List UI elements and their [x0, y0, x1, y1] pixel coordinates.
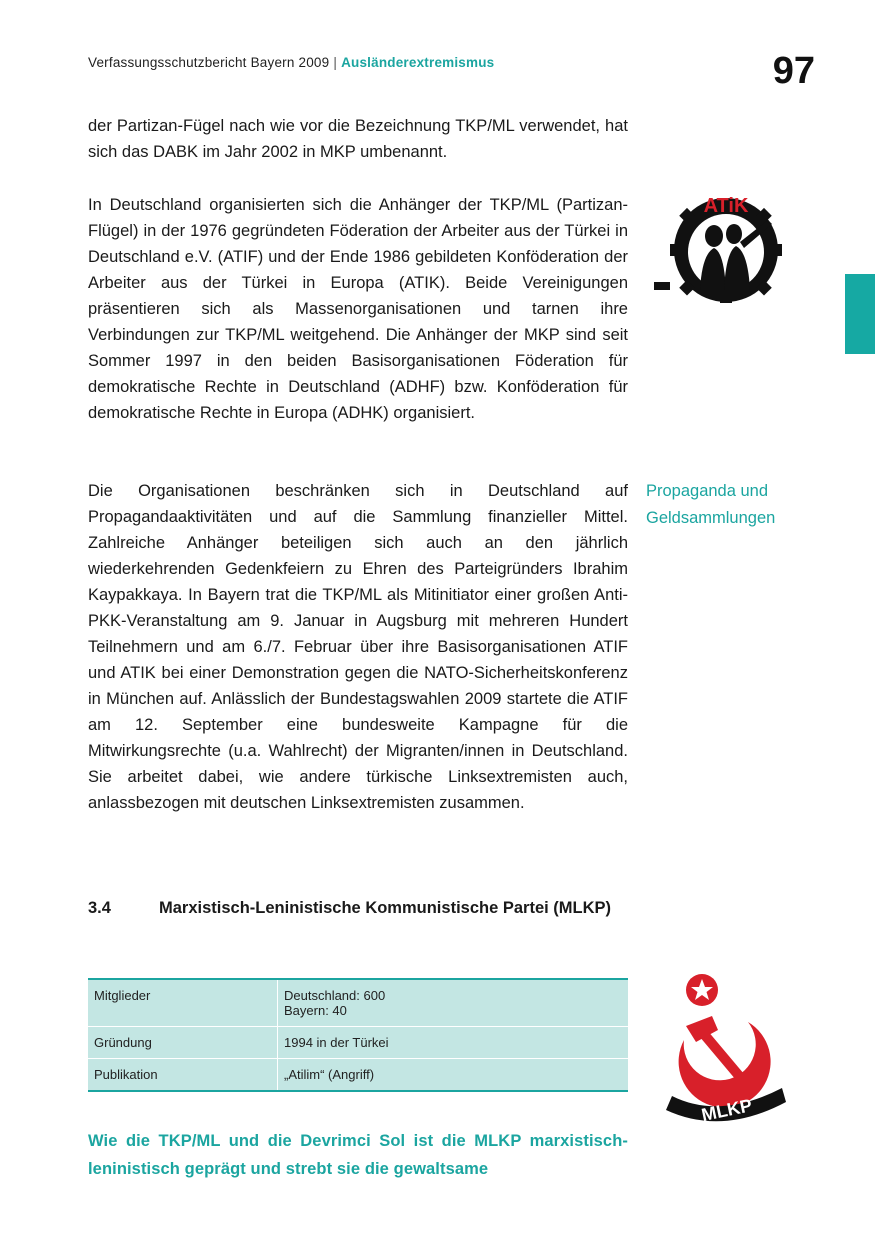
publication-title: Verfassungsschutzbericht Bayern 2009 — [88, 55, 330, 70]
atik-logo-text: ATiK — [703, 195, 749, 217]
header-separator: | — [333, 55, 338, 70]
mlkp-logo-text: MLKP — [699, 1095, 754, 1126]
value-line: 1994 in der Türkei — [284, 1035, 389, 1050]
paragraph-1: der Partizan-Fügel nach wie vor die Bezeichnung TKP/ML verwendet, hat sich das DABK im Jahr 2002 in MKP umbenannt. — [88, 117, 628, 161]
value-line: Deutschland: 600 — [284, 988, 386, 1003]
running-header — [88, 55, 494, 70]
value-line: „Atilim“ (Angriff) — [284, 1067, 375, 1082]
row-label: Publikation — [88, 1059, 278, 1092]
section-title: Ausländerextremismus — [341, 55, 495, 70]
page-number: 97 — [772, 50, 815, 92]
paragraph-3: Die Organisationen beschränken sich in Deutschland auf Propagandaaktivitäten und auf die Sammlung finanzieller Mittel. Zahlreiche Anhänger beteiligen sich auch an den jährlich wiederkehrenden Gedenkfeiern zu Ehren des Parteigründers Ibrahim Kaypakkaya. In Bayern trat die TKP/ML als Mitinitiator einer großen Anti-PKK-Veranstaltung am 9. Januar in Augsburg mit mehreren Hundert Teilnehmern und am 6./7. Februar über ihre Basisorganisationen ATIF und ATIK bei einer Demonstration gegen die NATO-Sicherheitskonferenz in München auf. Anlässlich der Bundestagswahlen 2009 startete die ATIF am 12. September eine bundesweite Kampagne für die Mitwirkungsrechte (u.a. Wahlrecht) der Migranten/innen in Deutschland. Sie arbeitet dabei, wie andere türkische Linksextremisten auch, anlassbezogen mit deutschen Linksextremisten zusammen. — [88, 482, 628, 812]
margin-note-line-1: Propaganda und — [646, 482, 769, 500]
row-value — [278, 1027, 629, 1059]
mlkp-logo — [650, 970, 800, 1140]
section-number: 3.4 — [88, 899, 111, 917]
value-line: Bayern: 40 — [284, 1003, 347, 1018]
row-label: Gründung — [88, 1027, 278, 1059]
paragraph-2: In Deutschland organisierten sich die Anhänger der TKP/ML (Partizan-Flügel) in der 1976 gegründeten Föderation der Arbeiter aus der Türkei in Deutschland e.V. (ATIF) und der Ende 1986 gebildeten Konföderation der Arbeiter aus der Türkei in Europa (ATIK). Beide Vereinigungen präsentieren sich als Massenorganisationen und tarnen ihre Verbindungen zur TKP/ML weitgehend. Die Anhänger der MKP sind seit Sommer 1997 in den beiden Basisorganisationen Föderation für demokratische Rechte in Deutschland (ADHF) bzw. Konföderation für demokratische Rechte in Europa (ADHK) organisiert. — [88, 196, 628, 422]
atik-logo — [648, 190, 800, 308]
lead-text: Wie die TKP/ML und die Devrimci Sol ist die MLKP marxistisch-leninistisch geprägt und strebt sie die gewaltsame — [88, 1132, 628, 1178]
table-row — [88, 1059, 628, 1092]
table-row — [88, 1027, 628, 1059]
row-value — [278, 979, 629, 1027]
table-row — [88, 979, 628, 1027]
margin-note-line-2: Geldsammlungen — [646, 509, 776, 527]
row-label: Mitglieder — [88, 979, 278, 1027]
section-heading-title: Marxistisch-Leninistische Kommunistische Partei (MLKP) — [159, 899, 612, 917]
row-value — [278, 1059, 629, 1092]
organization-fact-table — [88, 978, 628, 1092]
margin-note — [646, 478, 826, 532]
chapter-tab-marker — [845, 274, 875, 354]
